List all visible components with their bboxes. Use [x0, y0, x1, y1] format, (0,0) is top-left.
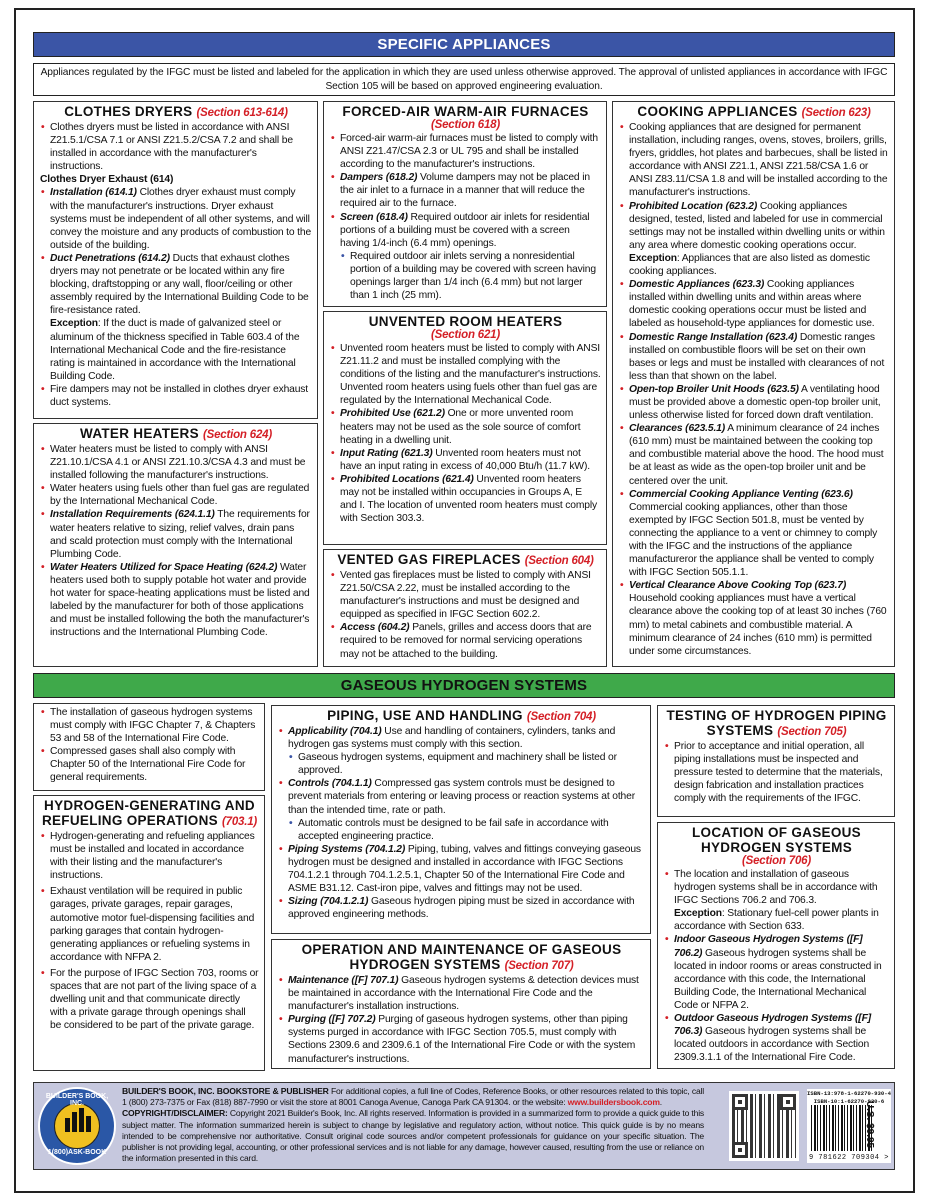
section-ref: (Section 624) [202, 429, 272, 441]
unvented-heaters-title: UNVENTED ROOM HEATERS [368, 314, 563, 329]
list-item: • Cooking appliances that are designed for permanent installation, including ranges, ovens, stoves, broilers, grills, fryers, griddles, hot plates and barbecues, shall be listed in accordance with ANSI Z21.1, ANSI Z21.58/CSA 1.6 or ANSI Z83.11/CSA 1.8 and will be installed according to the manufacturer's instructions. [619, 121, 889, 200]
list-item: • Prohibited Use (621.2) One or more unvented room heaters may not be used as the sole source of comfort heating in a dwelling unit. [330, 407, 601, 446]
hydrogen-generating-title: HYDROGEN-GENERATING AND REFUELING OPERATIONS (703.1) [41, 798, 258, 828]
list-item: • Piping Systems (704.1.2) Piping, tubing, valves and fittings conveying gaseous hydrogen must be designed and installed in accordance with IFGC Sections 704.1.2.1 through 704.1.2.5.1, Chapter 50 of the International Fire Code and ASME B31.12. Cast-iron pipe, valves and fittings may not be used. [278, 843, 645, 895]
operation-title: OPERATION AND MAINTENANCE OF GASEOUS HYDROGEN SYSTEMS (Section 707) [301, 942, 622, 972]
sub-list-item: • Gaseous hydrogen systems, equipment and machinery shall be listed or approved. [278, 751, 645, 777]
list-item: • Open-top Broiler Unit Hoods (623.5) A ventilating hood must be provided above a domestic open-top broiler unit, unless otherwise listed for forced down draft ventilation. [619, 383, 889, 422]
subheading: Clothes Dryer Exhaust (614) [40, 174, 174, 186]
water-heaters-title: WATER HEATERS (Section 624) [80, 426, 272, 441]
footer [33, 1082, 895, 1170]
list-item: • Water heaters using fuels other than fuel gas are regulated by the International Mechanical Code. [40, 482, 312, 508]
website-link[interactable]: www.buildersbook.com [567, 1097, 660, 1108]
list-item: • Prohibited Location (623.2) Cooking appliances designed, tested, listed and labeled for use in commercial settings may not be installed within dwelling units or within any area where domestic cooking operations occur. Exception: Appliances that are also listed as domestic cooking appliances. [619, 200, 889, 279]
list-item: • Input Rating (621.3) Unvented room heaters must not have an input rating in excess of 40,000 Btu/h (11.7 kW). [330, 447, 601, 473]
list-item: • Vented gas fireplaces must be listed to comply with ANSI Z21.50/CSA 2.22, must be installed according to the manufacturer's instructions and must be designed and equipped as specified in IFGC Section 602.2. [330, 569, 601, 621]
piping-title: PIPING, USE AND HANDLING (Section 704) [327, 708, 596, 723]
cooking-appliances-panel [612, 101, 895, 667]
vented-fireplaces-panel [323, 549, 607, 667]
section-ref: (Section 618) [431, 119, 500, 131]
list-item: • Dampers (618.2) Volume dampers may not be placed in the air inlet to a furnace in a manner that will reduce the required air to the furnace. [330, 171, 601, 210]
list-item: • Indoor Gaseous Hydrogen Systems ([F] 706.2) Gaseous hydrogen systems shall be located in indoor rooms or areas constructed in accordance with this code, the International Building Code, the International Mechanical Code or NFPA 2. [664, 933, 889, 1012]
list-item: • Installation (614.1) Clothes dryer exhaust must comply with the manufacturer's instructions. Dryer exhaust systems must be independent of all other systems, and will convey the moisture and any products of combustion to the outside of the building. [40, 186, 312, 251]
section-ref: (Section 621) [431, 329, 500, 341]
location-title: LOCATION OF GASEOUS HYDROGEN SYSTEMS [692, 825, 861, 855]
clothes-dryers-panel [33, 101, 318, 419]
list-item: • Prohibited Locations (621.4) Unvented room heaters may not be installed within occupancies in Groups A, E and I. The location of unvented room heaters must comply with Section 303.3. [330, 473, 601, 525]
section-ref: (Section 604) [524, 555, 594, 567]
list-item: • Applicability (704.1) Use and handling of containers, cylinders, tanks and hydrogen gas systems must comply with this section. [278, 725, 645, 751]
list-item: • Prior to acceptance and initial operation, all piping installations must be inspected and pressure tested to determine that the materials, design fabrication and installation practices comply with the requirements of the IFGC. [664, 740, 889, 805]
clothes-dryers-title: CLOTHES DRYERS (Section 613-614) [64, 104, 288, 119]
list-item: • Access (604.2) Panels, grilles and access doors that are required to be removed for normal servicing operations may not be attached to the building. [330, 621, 601, 660]
water-heaters-panel [33, 423, 318, 667]
cooking-appliances-title: COOKING APPLIANCES (Section 623) [637, 104, 871, 119]
list-item: • Clearances (623.5.1) A minimum clearance of 24 inches (610 mm) must be maintained between the cooking top and combustible material above the hood. The hood must be at least as wide as the open-top broiler unit and be centered over the unit. [619, 422, 889, 487]
section-ref: (Section 707) [504, 960, 574, 972]
location-panel [657, 822, 895, 1069]
section-ref: (Section 623) [801, 107, 871, 119]
list-item: • The location and installation of gaseous hydrogen systems shall be in accordance with IFGC Sections 706.2 and 706.3. Exception: Stationary fuel-cell power plants in accordance with Section 633. [664, 868, 889, 933]
list-item: • The installation of gaseous hydrogen systems must comply with IFGC Chapter 7, & Chapters 53 and 58 of the International Fire Code. [40, 706, 259, 745]
list-item: • Water heaters must be listed to comply with ANSI Z21.10.1/CSA 4.1 or ANSI Z21.10.3/CSA 4.3 and must be installed following the manufacturer's instructions. [40, 443, 312, 482]
list-item: • Fire dampers may not be installed in clothes dryer exhaust duct systems. [40, 383, 312, 409]
section-ref: (703.1) [222, 816, 258, 828]
builders-book-logo: BUILDER'S BOOK, INC. 1(800)ASK-BOOK [38, 1087, 116, 1165]
list-item: • Compressed gases shall also comply with Chapter 50 of the International Fire Code for general requirements. [40, 745, 259, 784]
list-item: • Commercial Cooking Appliance Venting (623.6) Commercial cooking appliances, other than those exempted by IFGC Section 501.8, must be vented by connecting the appliance to a vent or chimney to comply with the IFGC and the instructions of the appliance manufactureror the appliance shall be vented to comply with IFGC Section 505.1.1. [619, 488, 889, 580]
furnaces-panel [323, 101, 607, 307]
testing-title: TESTING OF HYDROGEN PIPING SYSTEMS (Section 705) [666, 708, 887, 738]
list-item: • Outdoor Gaseous Hydrogen Systems ([F] 706.3) Gaseous hydrogen systems shall be located outdoors in accordance with Section 2309.3.1.1 of the International Fire Code. [664, 1012, 889, 1064]
list-item: • Forced-air warm-air furnaces must be listed to comply with ANSI Z21.47/CSA 2.3 or UL 795 and shall be installed according to the manufacturer's instructions. [330, 132, 601, 171]
list-item: • Maintenance ([F] 707.1) Gaseous hydrogen systems & detection devices must be maintained in accordance with the International Fire Code and the manufacturer's installation instructions. [278, 974, 645, 1013]
hydrogen-general-panel [33, 703, 265, 791]
section-ref: (Section 706) [742, 855, 811, 867]
qr-code [729, 1091, 799, 1161]
hydrogen-banner: GASEOUS HYDROGEN SYSTEMS [33, 673, 895, 698]
unvented-heaters-panel [323, 311, 607, 545]
footer-text: BUILDER'S BOOK, INC. BOOKSTORE & PUBLISHER For additional copies, a full line of Codes, Reference Books, or other resources related to this topic, call 1 (800) 273-7375 or Fax (818) 887-7990 or visit the store at 8001 Canoga Avenue, Canoga Park CA 91304. or the website: www.buildersbook.com. COPYRIGHT/DISCLAIMER: Copyright 2021 Builder's Book, Inc. All rights reserved. Information is provided in a summarized form to provide a quick guide to this subject matter. The information summarized herein is subject to change by legislative and regulatory action, without notice. This quick guide is by no means intended to be comprehensive nor authoritative. Consult original code sources and/or competent professionals for guidance on your specific situation. The publisher is not providing legal, accounting, or other professional services and is not liable for any damage, however caused, resulting from the use or reliance on the information presented in this card. [122, 1086, 704, 1164]
intro-paragraph: Appliances regulated by the IFGC must be listed and labeled for the application in which they are used unless otherwise approved. The approval of unlisted appliances in accordance with IFGC Section 105 will be based on approved engineering evaluation. [33, 63, 895, 96]
sub-list-item: • Automatic controls must be designed to be fail safe in accordance with accepted engineering practice. [278, 817, 645, 843]
piping-panel [271, 705, 651, 934]
section-ref: (Section 613-614) [196, 107, 288, 119]
list-item: • Domestic Range Installation (623.4) Domestic ranges installed on combustible floors will be set on their own bases or legs and must be installed with clearances of not less than that shown on the label. [619, 331, 889, 383]
price-label: U.S. $9.95 [863, 1100, 875, 1149]
list-item: • Purging ([F] 707.2) Purging of gaseous hydrogen systems, other than piping systems purged in accordance with IFGC Section 705.5, must comply with Sections 2309.6 and 2309.6.1 of the International Fire Code or with the system manufacturer's instructions. [278, 1013, 645, 1065]
list-item: • Controls (704.1.1) Compressed gas system controls must be designed to prevent materials from entering or leaving process or reaction systems at other than the intended time, rate or path. [278, 777, 645, 816]
list-item: • Duct Penetrations (614.2) Ducts that exhaust clothes dryers may not penetrate or be located within any fire blocking, draftstopping or any wall, floor/ceiling or other assembly required by the International Building Code to be fire-resistance rated. [40, 252, 312, 317]
list-item: • Domestic Appliances (623.3) Cooking appliances installed within dwelling units and within areas where domestic cooking operations occur must be listed and labeled as household-type appliances for domestic use. [619, 278, 889, 330]
operation-panel [271, 939, 651, 1069]
list-item: • Exhaust ventilation will be required in public garages, private garages, repair garages, automotive motor fuel-dispensing facilities and parking garages that contain hydrogen-generating appliances or refueling systems in accordance with NFPA 2. [40, 885, 259, 964]
list-item: • Screen (618.4) Required outdoor air inlets for residential portions of a building must be covered with a screen having 1/4-inch (6.4 mm) openings. [330, 211, 601, 250]
list-item: • Hydrogen-generating and refueling appliances must be installed and located in accordance with their listing and the manufacturer's instructions. [40, 830, 259, 882]
furnaces-title: FORCED-AIR WARM-AIR FURNACES [342, 104, 589, 119]
list-item: • Sizing (704.1.2.1) Gaseous hydrogen piping must be sized in accordance with approved engineering methods. [278, 895, 645, 921]
list-item: • Unvented room heaters must be listed to comply with ANSI Z21.11.2 and must be installed complying with the conditions of the listing and the manufacturer's instructions. Unvented room heaters using fuels other than fuel gas are regulated by the International Mechanical Code. [330, 342, 601, 407]
list-item: • Installation Requirements (624.1.1) The requirements for water heaters relative to sizing, relief valves, drain pans and scald protection must comply with the International Plumbing Code. [40, 508, 312, 560]
list-item: • For the purpose of IFGC Section 703, rooms or spaces that are not part of the living space of a dwelling unit and that communicate directly with a private garage through openings shall be considered to be part of the private garage. [40, 967, 259, 1032]
list-item: • Water Heaters Utilized for Space Heating (624.2) Water heaters used both to supply potable hot water and provide hot water for space-heating applications must be listed and labeled by the manufacturer for both of those applications and must be installed following the both the manufacturer's instructions and the International Plumbing Code. [40, 561, 312, 640]
vented-fireplaces-title: VENTED GAS FIREPLACES (Section 604) [337, 552, 594, 567]
sub-list-item: • Required outdoor air inlets serving a nonresidential portion of a building may be covered with screen having openings larger than 1/4 inch (6.4 mm) but not larger than 1 inch (25 mm). [330, 250, 601, 302]
list-item: • Vertical Clearance Above Cooking Top (623.7) Household cooking appliances must have a vertical clearance above the cooking top of at least 30 inches (760 mm) to metal cabinets and combustible material. A minimum clearance of 24 inches (610 mm) is permitted under some circumstances. [619, 579, 889, 658]
exception-note: Exception: If the duct is made of galvanized steel or aluminum of the thickness specified in Table 603.4 of the International Mechanical Code and the fire-resistance rating is maintained in accordance with the International Building Code. [50, 318, 300, 382]
testing-panel [657, 705, 895, 817]
section-ref: (Section 704) [526, 711, 596, 723]
hydrogen-generating-panel [33, 795, 265, 1071]
list-item: • Clothes dryers must be listed in accordance with ANSI Z21.5.1/CSA 7.1 or ANSI Z21.5.2/CSA 7.2 and shall be installed in accordance with the manufacturer's instructions. [40, 121, 312, 173]
section-ref: (Section 705) [777, 726, 847, 738]
specific-appliances-banner: SPECIFIC APPLIANCES [33, 32, 895, 57]
isbn-barcode: ISBN-13:978-1-62270-930-4 ISBN-10:1-62270-930-6 9 781622 709304 > U.S. $9.95 [807, 1090, 891, 1162]
